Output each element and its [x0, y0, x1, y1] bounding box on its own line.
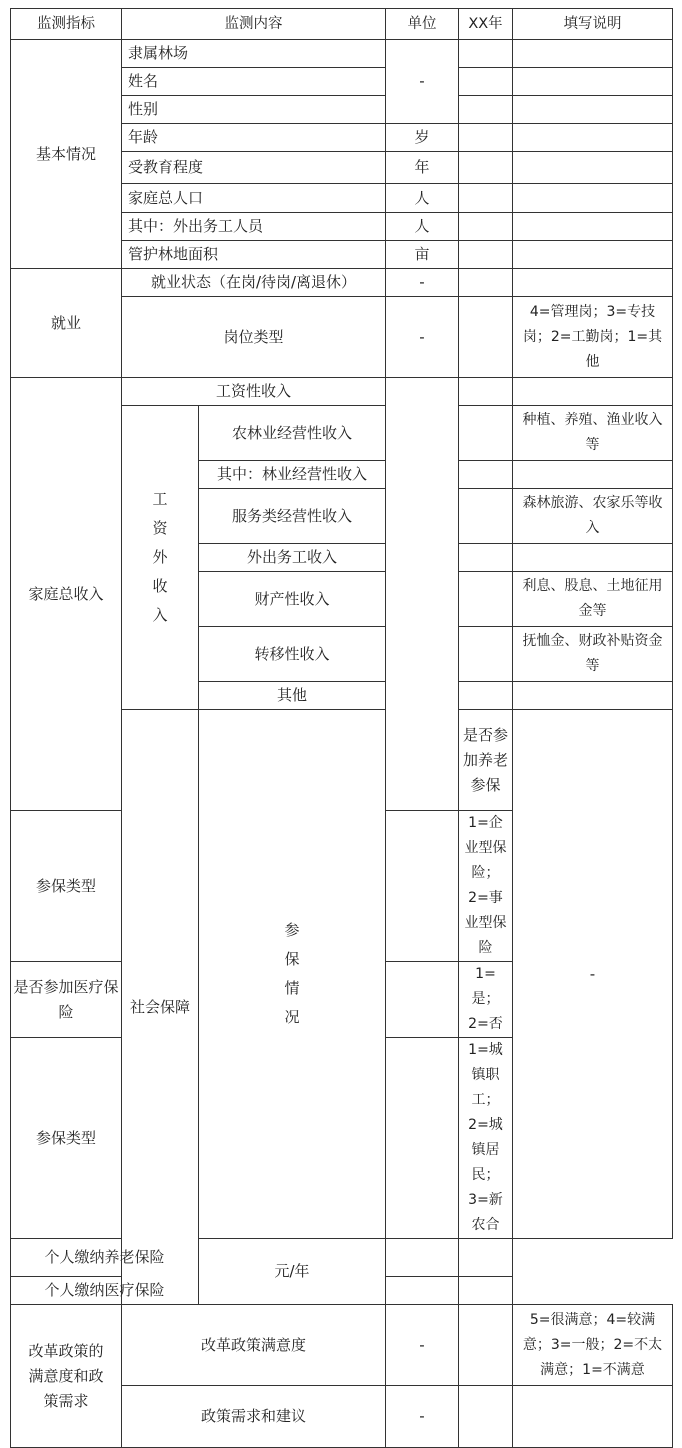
unit-household: 人	[386, 184, 459, 213]
unit-personal: 元/年	[199, 1239, 386, 1305]
header-unit: 单位	[386, 9, 459, 40]
item-household: 家庭总人口	[122, 184, 386, 213]
vertical-char: 收	[152, 577, 168, 595]
item-agro-forestry-income: 农林业经营性收入	[199, 406, 386, 461]
value-cell[interactable]	[459, 406, 513, 461]
header-year: XX年	[459, 9, 513, 40]
value-cell[interactable]	[459, 489, 513, 544]
note-agro-forestry: 种植、养殖、渔业收入等	[513, 406, 673, 461]
unit-income	[386, 378, 459, 811]
unit-migrant: 人	[386, 213, 459, 241]
note-cell	[513, 682, 673, 710]
note-property: 利息、股息、土地征用金等	[513, 572, 673, 627]
item-satisfaction: 改革政策满意度	[122, 1305, 386, 1386]
unit-education: 年	[386, 152, 459, 184]
note-cell	[513, 269, 673, 297]
vertical-char: 工	[152, 490, 168, 508]
item-pension-type: 参保类型	[11, 811, 122, 962]
item-wage-income: 工资性收入	[122, 378, 386, 406]
note-cell	[513, 124, 673, 152]
value-cell[interactable]	[459, 269, 513, 297]
item-other-income: 其他	[199, 682, 386, 710]
monitoring-table	[10, 8, 673, 1448]
value-cell[interactable]	[459, 627, 513, 682]
value-cell[interactable]	[459, 68, 513, 96]
note-cell	[513, 1386, 673, 1448]
item-personal-medical: 个人缴纳医疗保险	[11, 1277, 199, 1305]
item-transfer-income: 转移性收入	[199, 627, 386, 682]
category-income: 家庭总收入	[11, 378, 122, 811]
value-cell[interactable]	[459, 378, 513, 406]
note-post-type: 4=管理岗；3=专技岗；2=工勤岗；1=其他	[513, 297, 673, 378]
item-name: 姓名	[122, 68, 386, 96]
item-service-income: 服务类经营性收入	[199, 489, 386, 544]
category-employment: 就业	[11, 269, 122, 378]
note-satisfaction: 5=很满意；4=较满意；3=一般；2=不太满意；1=不满意	[513, 1305, 673, 1386]
table-row	[11, 1305, 673, 1386]
note-cell	[513, 544, 673, 572]
category-basic: 基本情况	[11, 40, 122, 269]
value-cell[interactable]	[459, 544, 513, 572]
note-cell	[513, 96, 673, 124]
header-indicator: 监测指标	[11, 9, 122, 40]
value-cell[interactable]	[459, 1305, 513, 1386]
header-content: 监测内容	[122, 9, 386, 40]
item-migrant: 其中：外出务工人员	[122, 213, 386, 241]
header-note: 填写说明	[513, 9, 673, 40]
item-post-type: 岗位类型	[122, 297, 386, 378]
vertical-char: 入	[152, 606, 168, 624]
item-migrant-work-income: 外出务工收入	[199, 544, 386, 572]
vertical-char: 外	[152, 548, 168, 566]
item-managed-area: 管护林地面积	[122, 241, 386, 269]
item-employment-status: 就业状态（在岗/待岗/离退休）	[122, 269, 386, 297]
vertical-char: 况	[284, 1008, 300, 1026]
note-medical-join: 1=是；2=否	[459, 962, 513, 1038]
value-cell[interactable]	[386, 811, 459, 962]
value-cell[interactable]	[386, 1277, 459, 1305]
category-reform: 改革政策的满意度和政策需求	[11, 1305, 122, 1448]
value-cell[interactable]	[459, 572, 513, 627]
value-cell[interactable]	[386, 1038, 459, 1239]
note-cell	[513, 68, 673, 96]
vertical-char: 保	[284, 950, 300, 968]
note-cell	[513, 152, 673, 184]
table-row	[11, 1239, 673, 1277]
value-cell[interactable]	[459, 461, 513, 489]
value-cell[interactable]	[459, 124, 513, 152]
note-cell	[459, 1239, 513, 1277]
note-cell	[513, 241, 673, 269]
item-medical-type: 参保类型	[11, 1038, 122, 1239]
table-row	[11, 269, 673, 297]
table-row	[11, 378, 673, 406]
value-cell[interactable]	[386, 1239, 459, 1277]
header-row	[11, 9, 673, 40]
vertical-char: 资	[152, 519, 168, 537]
subcategory-non-wage-income	[122, 406, 199, 710]
value-cell[interactable]	[386, 962, 459, 1038]
item-forestry-income: 其中：林业经营性收入	[199, 461, 386, 489]
value-cell[interactable]	[459, 96, 513, 124]
item-age: 年龄	[122, 124, 386, 152]
note-pension-type: 1=企业型保险；2=事业型保险	[459, 811, 513, 962]
note-cell	[513, 461, 673, 489]
unit-age: 岁	[386, 124, 459, 152]
note-cell	[513, 378, 673, 406]
note-transfer: 抚恤金、财政补贴资金等	[513, 627, 673, 682]
item-policy-demands: 政策需求和建议	[122, 1386, 386, 1448]
subcategory-insurance	[199, 710, 386, 1239]
note-cell	[513, 213, 673, 241]
item-personal-pension: 个人缴纳养老保险	[11, 1239, 199, 1277]
unit-satisfaction: -	[386, 1305, 459, 1386]
note-medical-type: 1=城镇职工；2=城镇居民；3=新农合	[459, 1038, 513, 1239]
value-cell[interactable]	[459, 152, 513, 184]
value-cell[interactable]	[459, 1386, 513, 1448]
vertical-char: 情	[284, 979, 300, 997]
value-cell[interactable]	[459, 241, 513, 269]
unit-post-type: -	[386, 297, 459, 378]
unit-policy-demands: -	[386, 1386, 459, 1448]
value-cell[interactable]	[459, 297, 513, 378]
item-education: 受教育程度	[122, 152, 386, 184]
item-gender: 性别	[122, 96, 386, 124]
value-cell[interactable]	[459, 682, 513, 710]
item-property-income: 财产性收入	[199, 572, 386, 627]
value-cell[interactable]	[459, 213, 513, 241]
value-cell[interactable]	[459, 184, 513, 213]
category-social: 社会保障	[122, 710, 199, 1305]
table-row	[11, 40, 673, 68]
unit-insurance: -	[513, 710, 673, 1239]
item-pension-join: 是否参加养老参保	[459, 710, 513, 811]
note-cell	[513, 40, 673, 68]
value-cell[interactable]	[459, 40, 513, 68]
item-forest-farm: 隶属林场	[122, 40, 386, 68]
note-cell	[459, 1277, 513, 1305]
unit-managed-area: 亩	[386, 241, 459, 269]
note-service: 森林旅游、农家乐等收入	[513, 489, 673, 544]
note-cell	[513, 184, 673, 213]
unit-basic-dash: -	[386, 40, 459, 124]
unit-employment-status: -	[386, 269, 459, 297]
item-medical-join: 是否参加医疗保险	[11, 962, 122, 1038]
vertical-char: 参	[284, 921, 300, 939]
